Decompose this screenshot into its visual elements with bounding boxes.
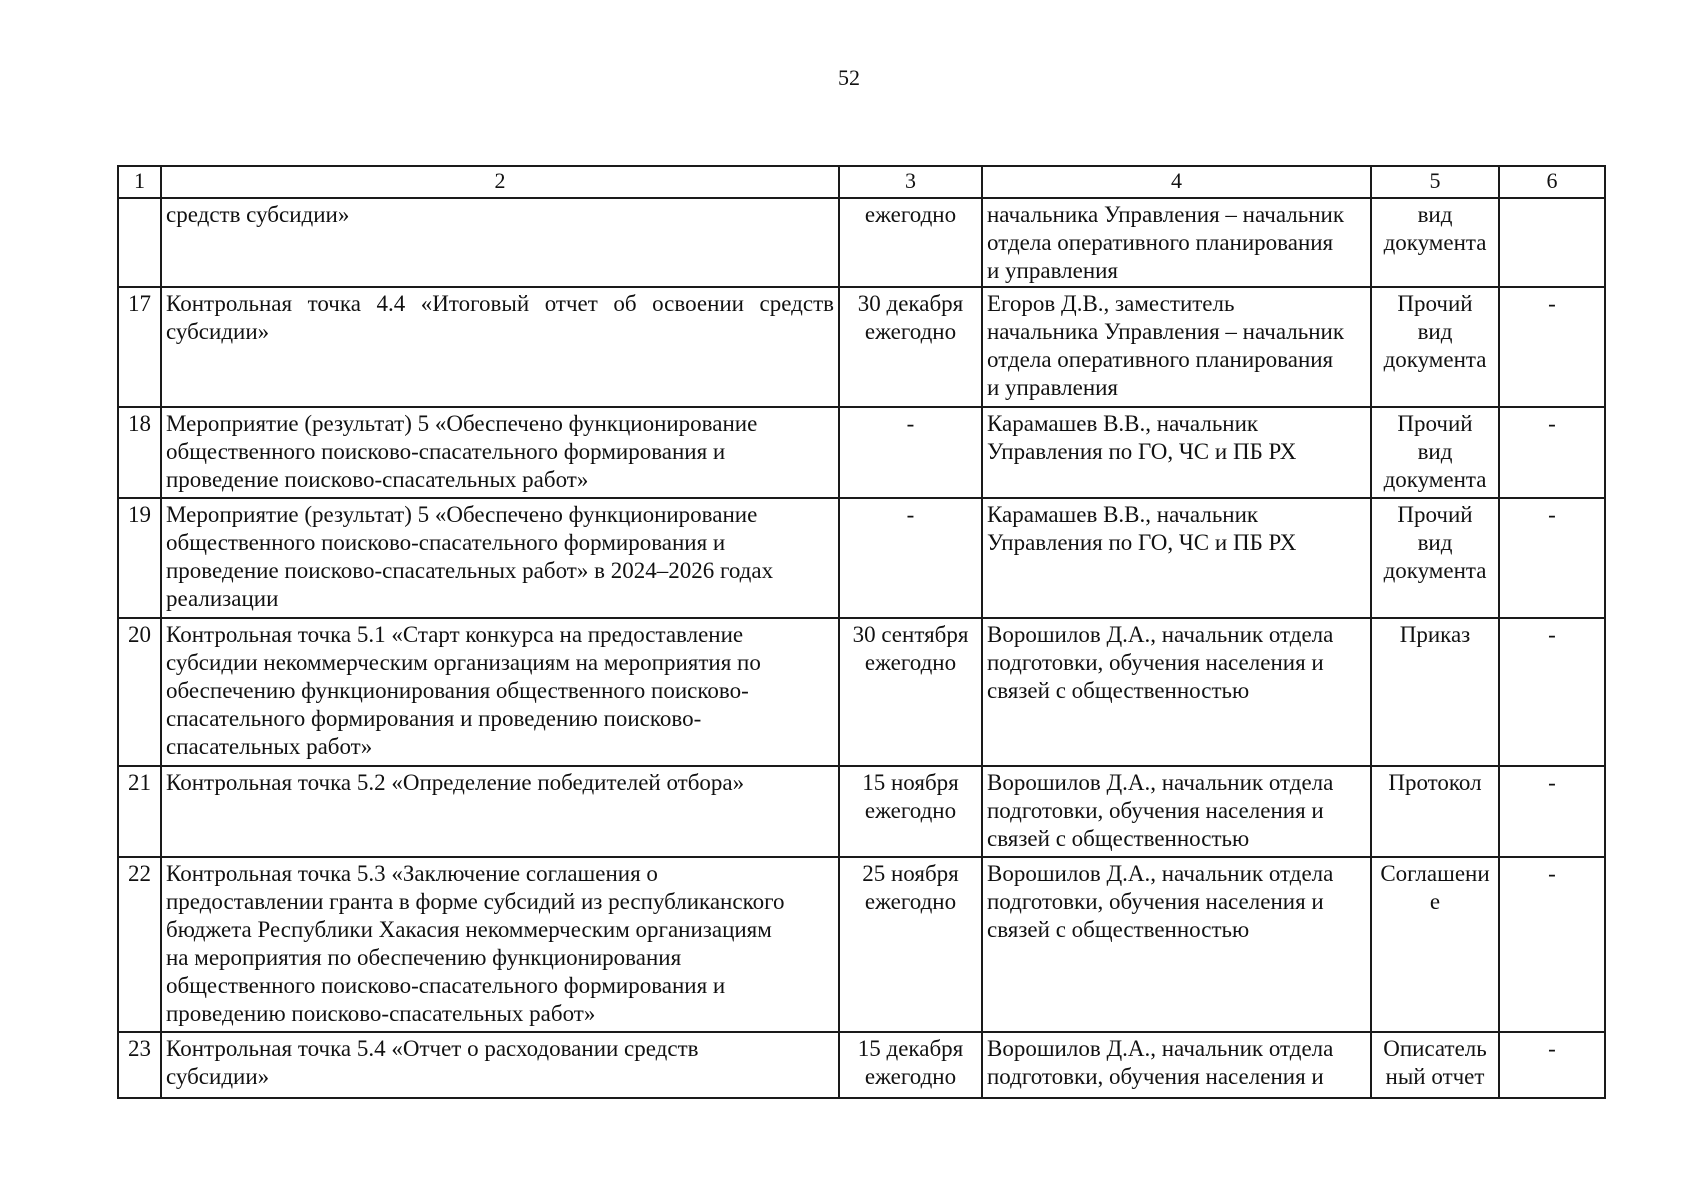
activity-name-line: Контрольная точка 5.2 «Определение победителей отбора» — [166, 770, 745, 795]
activity-name-line: субсидии» — [166, 319, 270, 344]
row-number: 22 — [118, 857, 161, 1032]
info-system-mark: - — [1499, 287, 1605, 407]
row-number: 18 — [118, 407, 161, 498]
info-system-mark: - — [1499, 1032, 1605, 1098]
activity-name-line: Мероприятие (результат) 5 «Обеспечено функционирование — [166, 502, 758, 527]
info-system-mark — [1499, 198, 1605, 287]
activity-name — [161, 287, 839, 407]
document-type-line: е — [1429, 889, 1441, 914]
responsible-executor-line: связей с общественностью — [987, 917, 1250, 942]
deadline-date-line: ежегодно — [864, 889, 957, 914]
table-header-row — [118, 166, 1605, 198]
header-cell-3: 3 — [839, 166, 982, 198]
row-number: 21 — [118, 766, 161, 857]
table-row — [118, 766, 1605, 857]
document-type-line: Прочий — [1397, 291, 1473, 316]
deadline-date-line: ежегодно — [864, 319, 957, 344]
document-type-line: Прочий — [1397, 411, 1473, 436]
activity-name-line: проведение поисково-спасательных работ» в 2024–2026 годах — [166, 558, 774, 583]
responsible-executor — [982, 498, 1371, 618]
activity-name-line: на мероприятия по обеспечению функционирования — [166, 945, 682, 970]
table-row — [118, 857, 1605, 1032]
responsible-executor-line: Ворошилов Д.А., начальник отдела — [987, 622, 1334, 647]
header-cell-5: 5 — [1371, 166, 1499, 198]
responsible-executor-line: связей с общественностью — [987, 826, 1250, 851]
responsible-executor-line: подготовки, обучения населения и — [987, 798, 1324, 823]
responsible-executor-line: подготовки, обучения населения и — [987, 650, 1324, 675]
header-cell-4: 4 — [982, 166, 1371, 198]
document-type — [1371, 1032, 1499, 1098]
document-type-line: документа — [1383, 558, 1487, 583]
responsible-executor-line: Ворошилов Д.А., начальник отдела — [987, 1036, 1334, 1061]
document-type-line: ный отчет — [1385, 1064, 1485, 1089]
document-type — [1371, 407, 1499, 498]
activity-name-line: спасательных работ» — [166, 734, 373, 759]
document-type-line: вид — [1417, 530, 1453, 555]
deadline-date-line: 30 декабря — [857, 291, 964, 316]
document-type-line: вид — [1417, 319, 1453, 344]
deadline-date — [839, 1032, 982, 1098]
deadline-date — [839, 618, 982, 766]
deadline-date-line: 15 ноября — [862, 770, 959, 795]
info-system-mark: - — [1499, 498, 1605, 618]
table-row — [118, 198, 1605, 287]
row-number: 17 — [118, 287, 161, 407]
activity-name-line: проведению поисково-спасательных работ» — [166, 1001, 596, 1026]
activity-name-line: реализации — [166, 586, 279, 611]
activity-name — [161, 498, 839, 618]
activity-name-line: Контрольная точка 5.3 «Заключение соглашения о — [166, 861, 658, 886]
info-system-mark: - — [1499, 618, 1605, 766]
activity-name-line: субсидии некоммерческим организациям на мероприятия по — [166, 650, 761, 675]
document-type — [1371, 766, 1499, 857]
document-type-line: документа — [1383, 230, 1487, 255]
deadline-date-line: - — [906, 411, 915, 436]
header-cell-1: 1 — [118, 166, 161, 198]
responsible-executor-line: отдела оперативного планирования — [987, 347, 1334, 372]
document-type-line: Прочий — [1397, 502, 1473, 527]
responsible-executor-line: подготовки, обучения населения и — [987, 889, 1324, 914]
deadline-date-line: 25 ноября — [862, 861, 959, 886]
activity-name-line: Контрольная точка 4.4 «Итоговый отчет об освоении средств — [166, 291, 834, 316]
document-type-line: документа — [1383, 467, 1487, 492]
deadline-date — [839, 857, 982, 1032]
activity-name-line: предоставлении гранта в форме субсидий из республиканского — [166, 889, 785, 914]
document-type-line: Протокол — [1388, 770, 1482, 795]
activity-name-line: проведение поисково-спасательных работ» — [166, 467, 589, 492]
activity-name — [161, 618, 839, 766]
responsible-executor — [982, 857, 1371, 1032]
activity-name-line: общественного поисково-спасательного формирования и — [166, 439, 726, 464]
info-system-mark: - — [1499, 857, 1605, 1032]
activity-name — [161, 407, 839, 498]
responsible-executor — [982, 618, 1371, 766]
activity-name-line: спасательного формирования и проведению поисково- — [166, 706, 702, 731]
responsible-executor-line: начальника Управления – начальник — [987, 202, 1344, 227]
document-type — [1371, 618, 1499, 766]
deadline-date — [839, 498, 982, 618]
deadline-date-line: ежегодно — [864, 798, 957, 823]
deadline-date-line: ежегодно — [864, 1064, 957, 1089]
document-type-line: вид — [1417, 202, 1453, 227]
responsible-executor-line: Карамашев В.В., начальник — [987, 411, 1259, 436]
row-number — [118, 198, 161, 287]
info-system-mark: - — [1499, 407, 1605, 498]
activity-name-line: Контрольная точка 5.1 «Старт конкурса на предоставление — [166, 622, 744, 647]
activity-name-line: общественного поисково-спасательного формирования и — [166, 973, 726, 998]
activity-name-line: бюджета Республики Хакасия некоммерческим организациям — [166, 917, 772, 942]
table-row — [118, 407, 1605, 498]
header-cell-6: 6 — [1499, 166, 1605, 198]
activity-name-line: средств субсидии» — [166, 202, 350, 227]
responsible-executor-line: Управления по ГО, ЧС и ПБ РХ — [987, 530, 1297, 555]
document-type — [1371, 857, 1499, 1032]
table-row — [118, 287, 1605, 407]
document-type-line: Описатель — [1383, 1036, 1487, 1061]
header-cell-2: 2 — [161, 166, 839, 198]
responsible-executor — [982, 198, 1371, 287]
page-number: 52 — [838, 65, 860, 90]
responsible-executor — [982, 1032, 1371, 1098]
responsible-executor-line: и управления — [987, 258, 1119, 283]
document-type — [1371, 498, 1499, 618]
responsible-executor-line: и управления — [987, 375, 1119, 400]
deadline-date-line: 30 сентября — [852, 622, 969, 647]
responsible-executor-line: Управления по ГО, ЧС и ПБ РХ — [987, 439, 1297, 464]
activity-plan-table — [117, 165, 1606, 1099]
deadline-date — [839, 407, 982, 498]
responsible-executor — [982, 766, 1371, 857]
document-type — [1371, 198, 1499, 287]
deadline-date-line: ежегодно — [864, 202, 957, 227]
activity-name-line: общественного поисково-спасательного формирования и — [166, 530, 726, 555]
table-row — [118, 1032, 1605, 1098]
activity-name — [161, 766, 839, 857]
activity-name — [161, 1032, 839, 1098]
document-type-line: документа — [1383, 347, 1487, 372]
activity-name-line: Мероприятие (результат) 5 «Обеспечено функционирование — [166, 411, 758, 436]
responsible-executor-line: начальника Управления – начальник — [987, 319, 1344, 344]
deadline-date-line: - — [906, 502, 915, 527]
table-body — [118, 166, 1605, 1098]
responsible-executor — [982, 407, 1371, 498]
responsible-executor-line: отдела оперативного планирования — [987, 230, 1334, 255]
responsible-executor-line: Егоров Д.В., заместитель — [987, 291, 1235, 316]
activity-name-line: Контрольная точка 5.4 «Отчет о расходовании средств — [166, 1036, 699, 1061]
activity-name-line: субсидии» — [166, 1064, 270, 1089]
deadline-date-line: 15 декабря — [857, 1036, 964, 1061]
document-type — [1371, 287, 1499, 407]
deadline-date-line: ежегодно — [864, 650, 957, 675]
deadline-date — [839, 287, 982, 407]
deadline-date — [839, 766, 982, 857]
deadline-date — [839, 198, 982, 287]
info-system-mark: - — [1499, 766, 1605, 857]
document-type-line: вид — [1417, 439, 1453, 464]
row-number: 19 — [118, 498, 161, 618]
responsible-executor-line: подготовки, обучения населения и — [987, 1064, 1324, 1089]
responsible-executor-line: Карамашев В.В., начальник — [987, 502, 1259, 527]
document-type-line: Приказ — [1399, 622, 1471, 647]
responsible-executor — [982, 287, 1371, 407]
activity-name — [161, 198, 839, 287]
responsible-executor-line: Ворошилов Д.А., начальник отдела — [987, 861, 1334, 886]
table-row — [118, 498, 1605, 618]
row-number: 23 — [118, 1032, 161, 1098]
activity-name-line: обеспечению функционирования общественного поисково- — [166, 678, 749, 703]
row-number: 20 — [118, 618, 161, 766]
responsible-executor-line: Ворошилов Д.А., начальник отдела — [987, 770, 1334, 795]
responsible-executor-line: связей с общественностью — [987, 678, 1250, 703]
table-row — [118, 618, 1605, 766]
document-type-line: Соглашени — [1380, 861, 1490, 886]
activity-name — [161, 857, 839, 1032]
